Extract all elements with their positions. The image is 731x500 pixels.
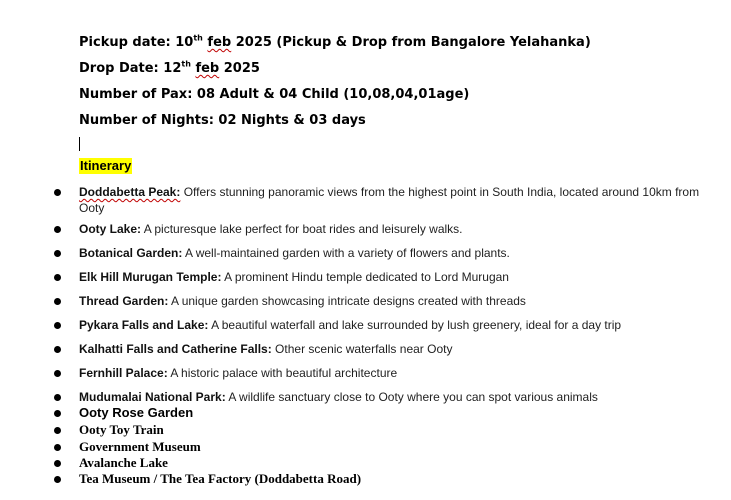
bullet-icon	[54, 460, 61, 467]
document-page: Pickup date: 10th feb 2025 (Pickup & Drop from Bangalore Yelahanka) Drop Date: 12th feb 2025 Number of Pax: 08 Adult & 04 Child (10,08,04,01age) Number of Nights: 02 Nights & 03 days Itinerary Doddabetta Peak: Offers stunning panoramic views from the highest point in South India, located around 10km from Ooty Ooty Lake: A picturesque lake perfect for boat rides and leisurely walks. Botanical Garden: A well-maintained garden with a variety of flowers and plants. Elk Hill Murugan Temple: A prominent Hindu temple dedicated to Lord Murugan Thread Garden: A unique garden showcasing intricate designs created with threads Pykara Falls and Lake: A beautiful waterfall and lake surrounded by lush greenery, ideal for a day trip Kalhatti Falls and Catherine Falls: Other scenic waterfalls near Ooty Fernhill Palace: A historic palace with beautiful architecture Mudumalai National Park: A wildlife sanctuary close to Ooty where you can spot various animals Ooty Rose Garden Ooty Toy Train Government Museum Avalanche Lake Tea Museum / The Tea Factory (Doddabetta Road)	[0, 0, 731, 500]
bullet-icon	[54, 298, 61, 305]
bullet-icon	[54, 346, 61, 353]
bullet-icon	[54, 476, 61, 483]
text-cursor	[79, 137, 80, 151]
bullet-icon	[54, 370, 61, 377]
nights-line: Number of Nights: 02 Nights & 03 days	[79, 113, 366, 128]
bullet-icon	[54, 226, 61, 233]
bullet-icon	[54, 410, 61, 417]
bullet-icon	[54, 444, 61, 451]
bullet-icon	[54, 394, 61, 401]
bullet-icon	[54, 274, 61, 281]
bullet-icon	[54, 250, 61, 257]
bullet-icon	[54, 427, 61, 434]
itinerary-heading: Itinerary	[80, 158, 132, 173]
drop-date-line: Drop Date: 12th feb 2025	[79, 59, 260, 76]
pax-line: Number of Pax: 08 Adult & 04 Child (10,08,04,01age)	[79, 87, 470, 102]
bullet-icon	[54, 189, 61, 196]
bullet-icon	[54, 322, 61, 329]
pickup-date-line: Pickup date: 10th feb 2025 (Pickup & Drop from Bangalore Yelahanka)	[79, 33, 591, 50]
